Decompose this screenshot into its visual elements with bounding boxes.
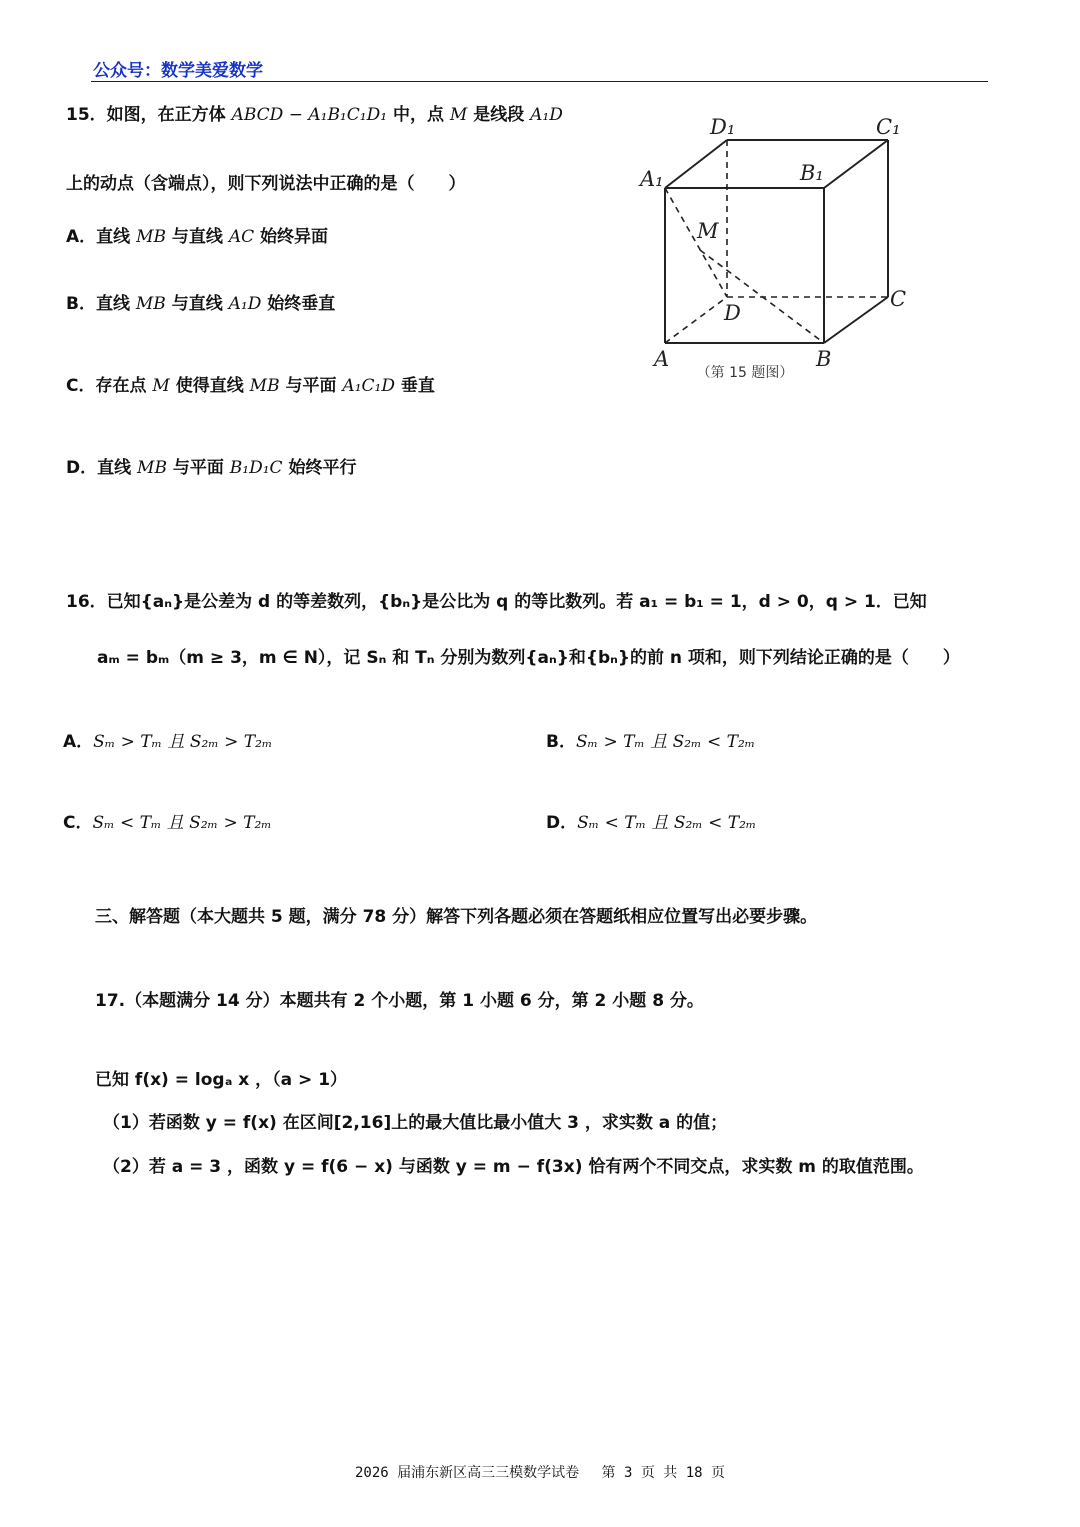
q16-option-c bbox=[63, 808, 272, 833]
edge-b1c1 bbox=[824, 140, 888, 188]
q17-part2: （2）若 a = 3 ，函数 y = f(6 − x) 与函数 y = m − f(3x) 恰有两个不同交点，求实数 m 的取值范围。 bbox=[103, 1157, 924, 1177]
header-rule bbox=[91, 81, 988, 82]
option-text: 与平面 bbox=[279, 376, 343, 396]
q15-segment: A₁D bbox=[530, 105, 563, 125]
option-text: 使得直线 bbox=[169, 376, 250, 396]
q15-line1-mid: 中，点 bbox=[387, 105, 450, 125]
option-math: MB bbox=[136, 227, 166, 247]
option-label: C． bbox=[63, 813, 93, 833]
edge-a1d1 bbox=[665, 140, 727, 188]
option-math: MB bbox=[249, 376, 280, 396]
option-math: B₁D₁C bbox=[229, 458, 283, 478]
page-footer: 2026 届浦东新区高三三模数学试卷 第 3 页 共 18 页 bbox=[354, 1465, 725, 1481]
option-expr: Sₘ > Tₘ 且 S₂ₘ < T₂ₘ bbox=[575, 732, 756, 752]
q16-option-b bbox=[546, 727, 755, 752]
header-title: 公众号：数学美爱数学 bbox=[93, 61, 263, 81]
q15-point-m: M bbox=[449, 105, 468, 125]
option-text: 垂直 bbox=[394, 376, 435, 396]
q17-title: 17.（本题满分 14 分）本题共有 2 个小题，第 1 小题 6 分，第 2 小题 8 分。 bbox=[95, 991, 704, 1011]
option-label: D． bbox=[546, 813, 578, 833]
label-a: A bbox=[654, 347, 670, 371]
option-text: 始终平行 bbox=[282, 458, 357, 478]
label-b1: B₁ bbox=[800, 161, 824, 185]
option-math: A₁C₁D bbox=[342, 376, 395, 396]
option-text: 始终垂直 bbox=[261, 294, 336, 314]
label-c1: C₁ bbox=[876, 115, 901, 139]
cube-figure bbox=[630, 105, 930, 390]
label-d1: D₁ bbox=[710, 115, 736, 139]
q16-line1: 16．已知{aₙ}是公差为 d 的等差数列，{bₙ}是公比为 q 的等比数列。若 a₁ = b₁ = 1，d > 0，q > 1．已知 bbox=[66, 592, 927, 612]
q15-line1-post: 是线段 bbox=[467, 105, 531, 125]
section-3-heading: 三、解答题（本大题共 5 题，满分 78 分）解答下列各题必须在答题纸相应位置写出必要步骤。 bbox=[95, 907, 818, 927]
label-a1: A₁ bbox=[640, 167, 664, 191]
option-text: 与直线 bbox=[165, 294, 229, 314]
option-label: C．存在点 bbox=[66, 376, 153, 396]
label-c: C bbox=[890, 287, 907, 311]
option-label: A．直线 bbox=[66, 227, 137, 247]
option-text: 与平面 bbox=[166, 458, 230, 478]
label-b: B bbox=[816, 347, 832, 371]
label-m: M bbox=[697, 219, 719, 243]
option-math: MB bbox=[135, 294, 166, 314]
option-expr: Sₘ < Tₘ 且 S₂ₘ < T₂ₘ bbox=[577, 813, 757, 833]
option-label: B．直线 bbox=[66, 294, 136, 314]
q15-line1 bbox=[66, 100, 563, 125]
option-expr: Sₘ < Tₘ 且 S₂ₘ > T₂ₘ bbox=[92, 813, 272, 833]
option-math: A₁D bbox=[228, 294, 262, 314]
label-d: D bbox=[724, 301, 741, 325]
figure-caption: （第 15 题图） bbox=[696, 365, 794, 381]
option-label: B． bbox=[546, 732, 576, 752]
q17-part1: （1）若函数 y = f(x) 在区间[2,16]上的最大值比最小值大 3 ，求实数 a 的值； bbox=[103, 1113, 728, 1133]
q17-given: 已知 f(x) = logₐ x ，（a > 1） bbox=[95, 1070, 348, 1090]
q16-line2: aₘ = bₘ（m ≥ 3，m ∈ N），记 Sₙ 和 Tₙ 分别为数列{aₙ}和{bₙ}的前 n 项和，则下列结论正确的是（ ） bbox=[97, 648, 960, 668]
option-label: D．直线 bbox=[66, 458, 138, 478]
q15-cube-name: ABCD − A₁B₁C₁D₁ bbox=[231, 105, 388, 125]
option-expr: Sₘ > Tₘ 且 S₂ₘ > T₂ₘ bbox=[93, 732, 273, 752]
q15-option-d bbox=[66, 453, 356, 478]
option-math: MB bbox=[137, 458, 167, 478]
option-math: AC bbox=[228, 227, 255, 247]
q15-option-a bbox=[66, 222, 328, 247]
q15-line1-pre: 15．如图，在正方体 bbox=[66, 105, 232, 125]
q15-option-b bbox=[66, 289, 335, 314]
option-label: A． bbox=[63, 732, 94, 752]
q16-option-d bbox=[546, 808, 756, 833]
option-math: M bbox=[152, 376, 170, 396]
edge-ad-hidden bbox=[665, 297, 727, 343]
edge-bc bbox=[824, 297, 888, 343]
q15-line2: 上的动点（含端点），则下列说法中正确的是（ ） bbox=[66, 174, 466, 194]
q15-option-c bbox=[66, 371, 435, 396]
q16-option-a bbox=[63, 727, 272, 752]
option-text: 始终异面 bbox=[254, 227, 329, 247]
option-text: 与直线 bbox=[165, 227, 229, 247]
